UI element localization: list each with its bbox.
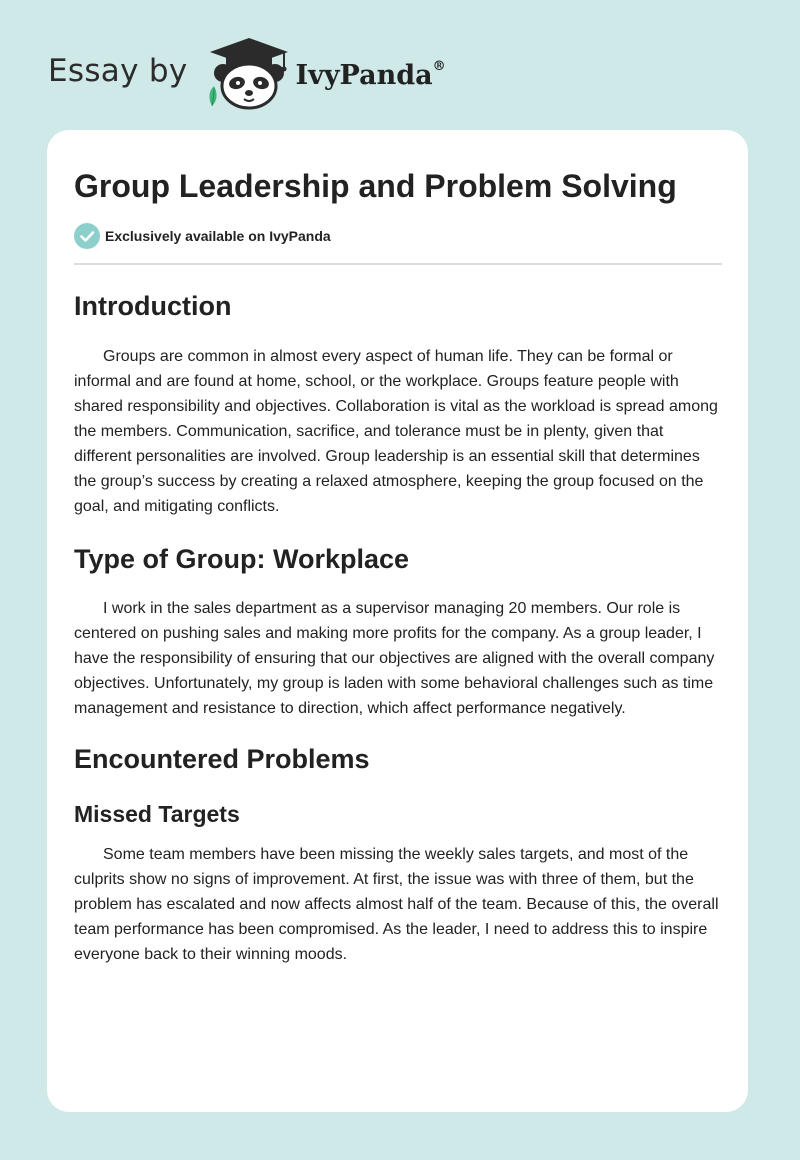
section-heading-encountered-problems: Encountered Problems [74, 744, 370, 774]
essay-card [47, 130, 748, 1112]
exclusive-badge-text: Exclusively available on IvyPanda [105, 228, 331, 244]
title-divider [74, 263, 722, 265]
section-heading-introduction: Introduction [74, 291, 232, 321]
brand-header [48, 36, 508, 110]
brand-name: IvyPanda® [295, 59, 446, 91]
essay-by-label: Essay by [48, 53, 188, 89]
paragraph-type-of-group: I work in the sales department as a supervisor managing 20 members. Our role is centered on pushing sales and making more profits for the company. As a group leader, I have the responsibility of ensuring that our objectives are aligned with the overall company objectives. Unfortunately, my group is laden with some behavioral challenges such as time management and resistance to direction, which affect performance negatively. [74, 600, 715, 717]
panda-graduation-cap-icon [204, 36, 294, 110]
section-heading-type-of-group: Type of Group: Workplace [74, 544, 410, 574]
check-circle-icon [74, 223, 100, 249]
subsection-heading-missed-targets: Missed Targets [74, 801, 240, 827]
paragraph-missed-targets: Some team members have been missing the weekly sales targets, and most of the culprits show no signs of improvement. At first, the issue was with three of them, but the problem has escalated and now affects almost half of the team. Because of this, the overall team performance has been compromised. As the leader, I need to address this to inspire everyone back to their winning moods. [74, 846, 719, 963]
exclusive-badge [74, 222, 722, 250]
page-title: Group Leadership and Problem Solving [74, 168, 677, 204]
paragraph-introduction: Groups are common in almost every aspect of human life. They can be formal or informal and are found at home, school, or the workplace. Groups feature people with shared responsibility and objectives. Collaboration is vital as the workload is spread among the members. Communication, sacrifice, and tolerance must be in plenty, given that different personalities are involved. Group leadership is an essential skill that determines the group’s success by creating a relaxed atmosphere, keeping the group focused on the goal, and mitigating conflicts. [74, 348, 718, 515]
